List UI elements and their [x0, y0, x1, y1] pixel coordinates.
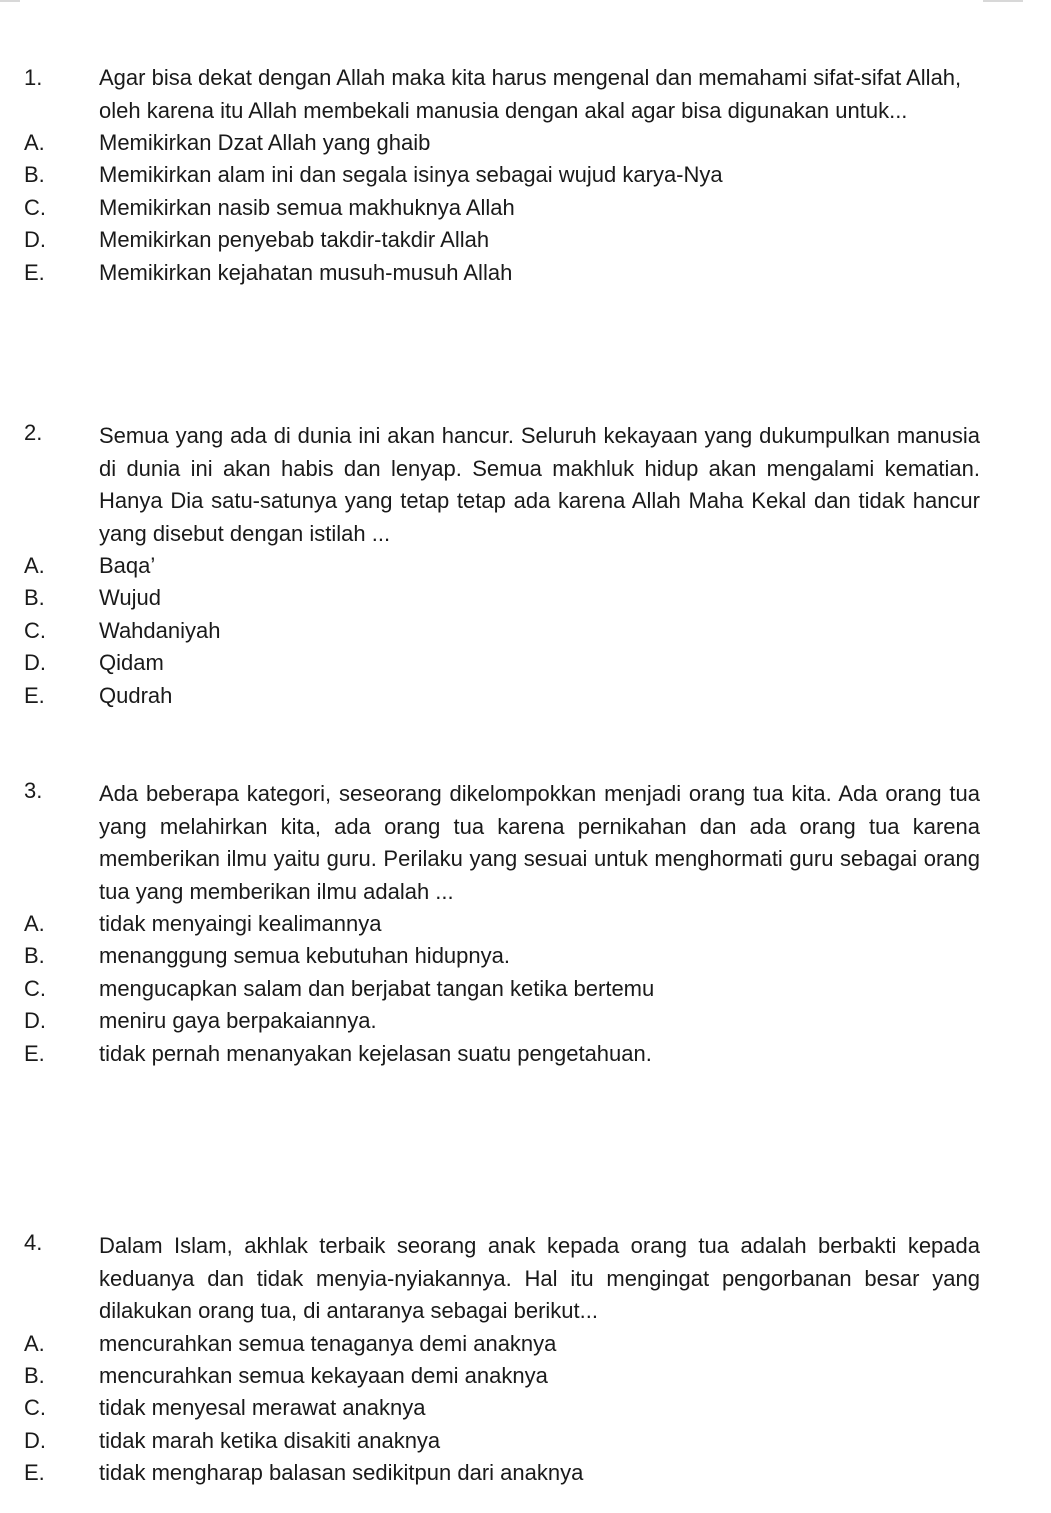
option-letter: D. — [24, 650, 46, 676]
question-stem-line-1: Agar bisa dekat dengan Allah maka kita harus mengenal dan memahami sifat-sifat Allah, — [99, 65, 962, 90]
option-text: Memikirkan nasib semua makhuknya Allah — [99, 194, 515, 220]
option-letter: E. — [24, 1040, 45, 1066]
answer-option-b[interactable] — [24, 159, 980, 191]
answer-option-b[interactable] — [24, 1360, 980, 1392]
option-text: tidak menyesal merawat anaknya — [99, 1395, 426, 1421]
option-text: meniru gaya berpakaiannya. — [99, 1008, 377, 1034]
option-letter: E. — [24, 682, 45, 708]
option-text: mencurahkan semua tenaganya demi anaknya — [99, 1330, 557, 1356]
option-letter: D. — [24, 1008, 46, 1034]
question-2 — [24, 420, 980, 712]
answer-option-c[interactable] — [24, 1392, 980, 1424]
option-letter: D. — [24, 1427, 46, 1453]
answer-options — [24, 127, 980, 289]
answer-option-a[interactable] — [24, 127, 980, 159]
option-text: Memikirkan penyebab takdir-takdir Allah — [99, 227, 490, 253]
option-letter: A. — [24, 553, 45, 578]
option-letter: C. — [24, 975, 46, 1001]
option-letter: C. — [24, 194, 46, 220]
answer-option-e[interactable] — [24, 680, 980, 712]
question-number: 3. — [24, 778, 43, 803]
answer-option-b[interactable] — [24, 582, 980, 614]
answer-option-e[interactable] — [24, 1457, 980, 1489]
option-text: Wujud — [99, 585, 161, 611]
option-letter: A. — [24, 911, 45, 936]
question-4 — [24, 1230, 980, 1489]
option-letter: D. — [24, 227, 46, 253]
question-stem: Dalam Islam, akhlak terbaik seorang anak kepada orang tua adalah berbakti kepada keduanya dan tidak menyia-nyiakannya. Hal itu mengingat pengorbanan besar yang dilakukan orang tua, di antaranya sebagai berikut... — [99, 1233, 980, 1323]
question-stem — [24, 62, 980, 127]
answer-option-d[interactable] — [24, 647, 980, 679]
option-text: tidak menyaingi kealimannya — [99, 911, 382, 936]
option-text: mengucapkan salam dan berjabat tangan ketika bertemu — [99, 975, 655, 1001]
answer-options — [24, 1328, 980, 1490]
question-number: 2. — [24, 420, 43, 445]
answer-option-c[interactable] — [24, 192, 980, 224]
option-text: menanggung semua kebutuhan hidupnya. — [99, 943, 510, 969]
answer-option-c[interactable] — [24, 615, 980, 647]
option-text: Memikirkan Dzat Allah yang ghaib — [99, 130, 431, 155]
option-text: Qudrah — [99, 682, 173, 708]
page-edge-mark-right — [983, 0, 1023, 2]
answer-option-e[interactable] — [24, 257, 980, 289]
option-text: Qidam — [99, 650, 164, 676]
answer-option-a[interactable] — [24, 908, 980, 940]
option-text: tidak mengharap balasan sedikitpun dari anaknya — [99, 1460, 584, 1486]
answer-option-d[interactable] — [24, 1005, 980, 1037]
answer-option-a[interactable] — [24, 1328, 980, 1360]
option-letter: A. — [24, 130, 45, 155]
answer-option-d[interactable] — [24, 224, 980, 256]
question-1 — [24, 62, 980, 289]
answer-options — [24, 550, 980, 712]
option-letter: B. — [24, 162, 45, 188]
option-text: tidak pernah menanyakan kejelasan suatu pengetahuan. — [99, 1040, 652, 1066]
option-letter: B. — [24, 943, 45, 969]
option-text: Memikirkan alam ini dan segala isinya sebagai wujud karya-Nya — [99, 162, 723, 188]
option-text: Baqa’ — [99, 553, 156, 578]
answer-option-b[interactable] — [24, 940, 980, 972]
question-number: 1. — [24, 65, 43, 90]
page-edge-mark-left — [0, 0, 20, 2]
option-letter: E. — [24, 1460, 45, 1486]
question-3 — [24, 778, 980, 1070]
option-text: tidak marah ketika disakiti anaknya — [99, 1427, 441, 1453]
question-number: 4. — [24, 1230, 43, 1255]
answer-options — [24, 908, 980, 1070]
answer-option-c[interactable] — [24, 973, 980, 1005]
option-text: Wahdaniyah — [99, 617, 221, 643]
option-letter: C. — [24, 617, 46, 643]
option-letter: B. — [24, 1362, 45, 1388]
answer-option-d[interactable] — [24, 1425, 980, 1457]
answer-option-e[interactable] — [24, 1038, 980, 1070]
option-letter: B. — [24, 585, 45, 611]
answer-option-a[interactable] — [24, 550, 980, 582]
option-text: mencurahkan semua kekayaan demi anaknya — [99, 1362, 548, 1388]
option-letter: A. — [24, 1330, 45, 1356]
option-letter: C. — [24, 1395, 46, 1421]
question-stem: Semua yang ada di dunia ini akan hancur. Seluruh kekayaan yang dukumpulkan manusia di dunia ini akan habis dan lenyap. Semua makhluk hidup akan mengalami kematian. Hanya Dia satu-satunya yang tetap tetap ada karena Allah Maha Kekal dan tidak hancur yang disebut dengan istilah ... — [99, 423, 980, 546]
option-text: Memikirkan kejahatan musuh-musuh Allah — [99, 259, 513, 285]
question-stem-line-2: oleh karena itu Allah membekali manusia dengan akal agar bisa digunakan untuk... — [99, 97, 908, 123]
option-letter: E. — [24, 259, 45, 285]
question-stem: Ada beberapa kategori, seseorang dikelompokkan menjadi orang tua kita. Ada orang tua yang melahirkan kita, ada orang tua karena pernikahan dan ada orang tua karena memberikan ilmu yaitu guru. Perilaku yang sesuai untuk menghormati guru sebagai orang tua yang memberikan ilmu adalah ... — [99, 781, 980, 904]
